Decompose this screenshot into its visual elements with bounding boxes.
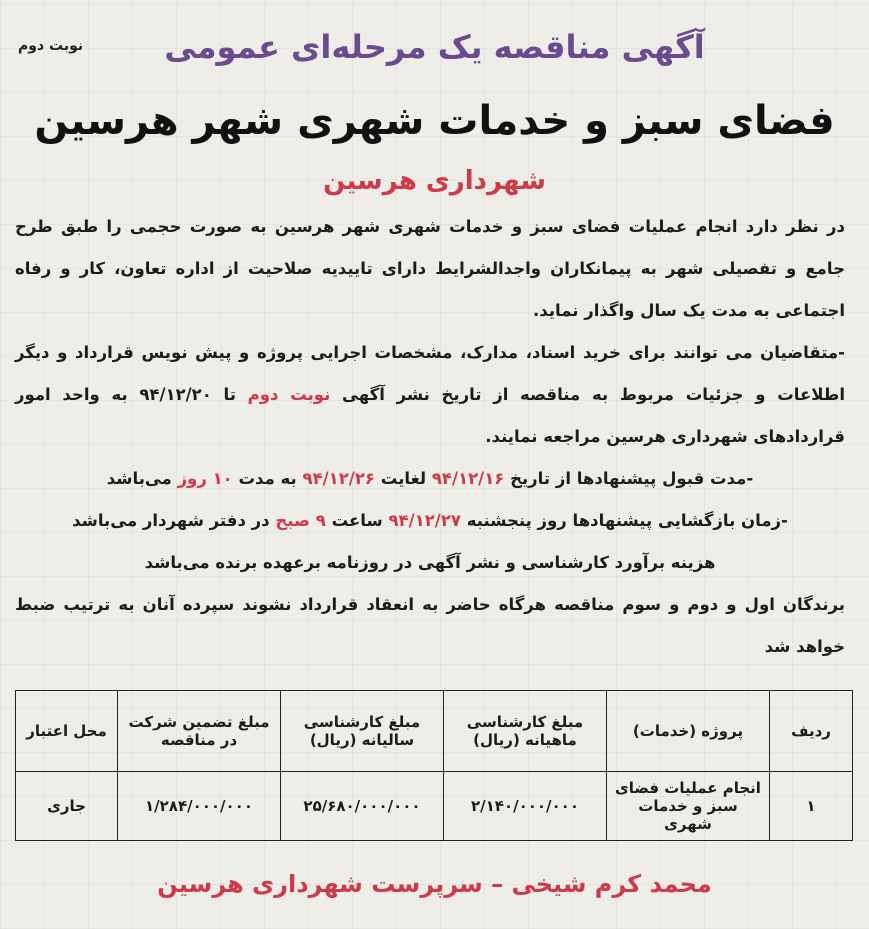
cell-project: انجام عملیات فضای سبز و خدمات شهری bbox=[607, 772, 770, 841]
winners-paragraph: برندگان اول و دوم و سوم مناقصه هرگاه حاضر به انعقاد قرارداد نشوند سپرده آنان به ترتیب ضبط خواهد شد bbox=[15, 595, 845, 656]
notice-subject: فضای سبز و خدمات شهری شهر هرسین bbox=[34, 98, 835, 144]
documents-text-a: -متقاضیان می توانند برای خرید اسناد، مدارک، مشخصات اجرایی پروژه و پیش نویس قرارداد و دیگر اطلاعات و جزئیات مربوط به مناقصه از تاریخ نشر آگهی bbox=[15, 343, 845, 404]
opening-text-c: در دفتر شهردار می‌باشد bbox=[72, 511, 270, 530]
notice-title: آگهی مناقصه یک مرحله‌ای عمومی bbox=[164, 28, 705, 66]
cell-credit-source: جاری bbox=[16, 772, 118, 841]
period-text-b: لغایت bbox=[380, 469, 427, 488]
documents-edition: نوبت دوم bbox=[247, 385, 331, 404]
documents-paragraph bbox=[15, 332, 845, 458]
header-row-number: ردیف bbox=[770, 691, 853, 772]
opening-paragraph bbox=[15, 500, 845, 542]
notice-body bbox=[15, 206, 845, 668]
header-project: پروژه (خدمات) bbox=[607, 691, 770, 772]
cell-row-number: ۱ bbox=[770, 772, 853, 841]
cell-monthly-estimate: ۲/۱۴۰/۰۰۰/۰۰۰ bbox=[444, 772, 607, 841]
period-end-date: ۹۴/۱۲/۲۶ bbox=[302, 469, 375, 488]
edition-label: نوبت دوم bbox=[18, 38, 84, 54]
organization-name: شهرداری هرسین bbox=[323, 166, 546, 196]
intro-paragraph: در نظر دارد انجام عملیات فضای سبز و خدمات شهری شهر هرسین به صورت حجمی را طبق طرح جامع و تفصیلی شهر به پیمانکاران واجدالشرایط دارای تاییدیه صلاحیت از اداره تعاون، کار و رفاه اجتماعی به مدت یک سال واگذار نماید. bbox=[15, 217, 845, 320]
opening-time: ۹ صبح bbox=[275, 511, 326, 530]
cost-paragraph: هزینه برآورد کارشناسی و نشر آگهی در روزنامه برعهده برنده می‌باشد bbox=[144, 553, 716, 572]
period-text-c: به مدت bbox=[238, 469, 297, 488]
documents-text-b: تا ۹۴/۱۲/۲۰ به واحد امور قراردادهای شهرداری هرسین مراجعه نمایند. bbox=[15, 385, 845, 446]
period-start-date: ۹۴/۱۲/۱۶ bbox=[431, 469, 505, 488]
opening-text-b: ساعت bbox=[331, 511, 383, 530]
table-row bbox=[16, 772, 853, 841]
cell-annual-estimate: ۲۵/۶۸۰/۰۰۰/۰۰۰ bbox=[281, 772, 444, 841]
cell-guarantee: ۱/۲۸۴/۰۰۰/۰۰۰ bbox=[118, 772, 281, 841]
opening-text-a: -زمان بازگشایی پیشنهادها روز پنجشنبه bbox=[466, 511, 788, 530]
period-text-a: -مدت قبول پیشنهادها از تاریخ bbox=[510, 469, 754, 488]
period-paragraph bbox=[15, 458, 845, 500]
header-monthly-estimate: مبلغ کارشناسی ماهیانه (ریال) bbox=[444, 691, 607, 772]
tender-table bbox=[15, 690, 853, 841]
header-annual-estimate: مبلغ کارشناسی سالیانه (ریال) bbox=[281, 691, 444, 772]
period-text-e: می‌باشد bbox=[106, 469, 172, 488]
period-duration: ۱۰ روز bbox=[177, 469, 233, 488]
table-header-row bbox=[16, 691, 853, 772]
opening-date: ۹۴/۱۲/۲۷ bbox=[388, 511, 461, 530]
signature: محمد کرم شیخی – سرپرست شهرداری هرسین bbox=[157, 870, 712, 898]
header-guarantee: مبلغ تضمین شرکت در مناقصه bbox=[118, 691, 281, 772]
header-credit-source: محل اعتبار bbox=[16, 691, 118, 772]
